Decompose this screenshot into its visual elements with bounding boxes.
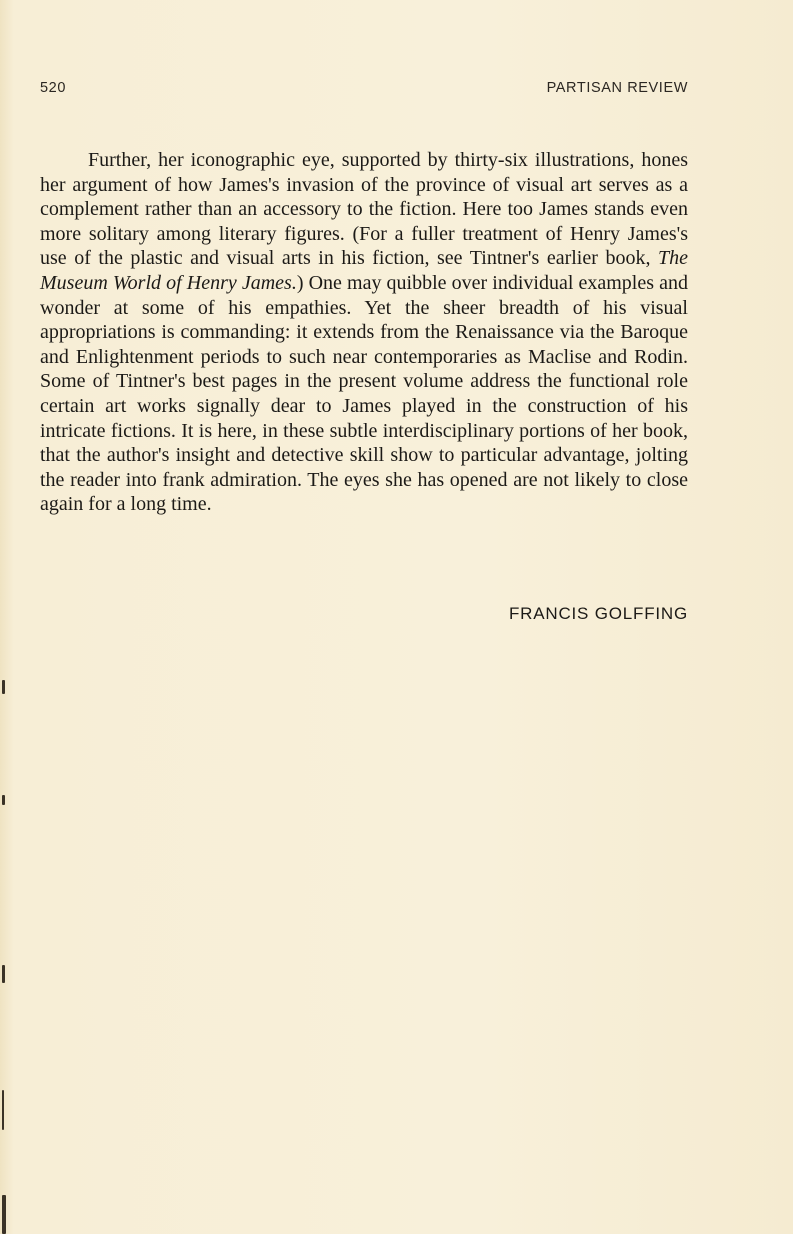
review-paragraph — [40, 148, 688, 517]
running-head — [40, 80, 688, 104]
journal-title: PARTISAN REVIEW — [546, 80, 688, 96]
gutter-mark — [2, 1195, 6, 1234]
gutter-mark — [2, 795, 5, 805]
review-author: FRANCIS GOLFFING — [508, 604, 688, 623]
paragraph-text-end: ) One may quibble over individual examples and wonder at some of his empathies. Yet the sheer breadth of his visual appropriations is commanding: it extends from the Renaissance via the Baroque and Enlightenment periods to such near contemporaries as Maclise and Rodin. Some of Tintner's best pages in the present volume address the functional role certain art works signally dear to James played in the construction of his intricate fictions. It is here, in these subtle interdisciplinary portions of her book, that the author's insight and detective skill show to particular advantage, jolting the reader into frank admiration. The eyes she has opened are not likely to close again for a long time. — [40, 271, 688, 516]
page-number: 520 — [40, 80, 66, 96]
gutter-mark — [2, 965, 5, 983]
gutter-mark — [2, 1090, 4, 1130]
paragraph-text-start: Further, her iconographic eye, supported by thirty-six illustrations, hones her argument of how James's invasion of the province of visual art serves as a complement rather than an accessory to the fiction. Here too James stands even more solitary among literary figures. (For a fuller treatment of Henry James's use of the plastic and visual arts in his fiction, see Tintner's earlier book, — [40, 149, 688, 270]
gutter-mark — [2, 680, 5, 694]
book-title: The Museum World of Henry James. — [40, 247, 688, 294]
